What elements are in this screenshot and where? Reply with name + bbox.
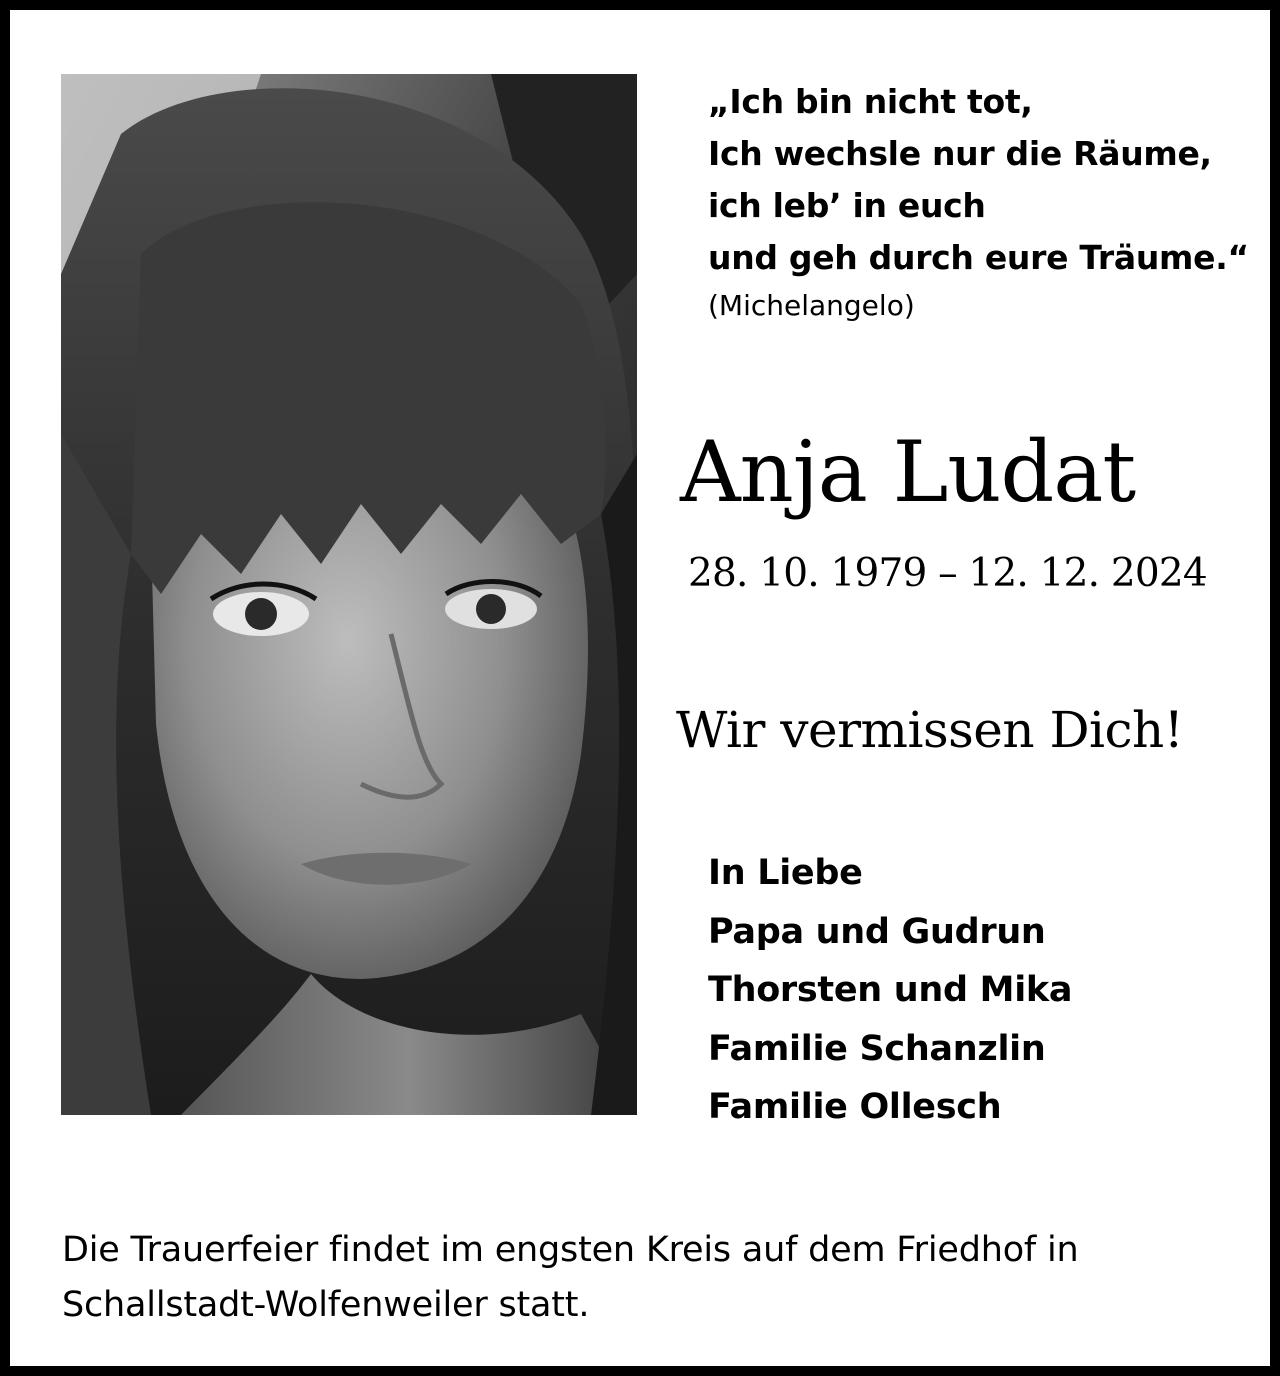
mourner-line: Familie Schanzlin (708, 1028, 1046, 1069)
mourner-line: Familie Ollesch (708, 1087, 1002, 1127)
mourner-line: Papa und Gudrun (708, 911, 1046, 952)
quote-line: Ich wechsle nur die Räume, (708, 134, 1212, 173)
mourners-list (708, 844, 1072, 1137)
portrait-photo (61, 74, 637, 1115)
mourner-line: In Liebe (708, 853, 863, 893)
funeral-notice: Die Trauerfeier findet im engsten Kreis auf dem Friedhof in Schallstadt-Wolfenweiler statt. (62, 1230, 1079, 1325)
portrait-illustration (61, 74, 637, 1115)
quote-author: (Michelangelo) (708, 289, 915, 322)
life-dates: 28. 10. 1979 – 12. 12. 2024 (688, 551, 1207, 596)
quote-block (708, 76, 1249, 328)
mourner-line: Thorsten und Mika (708, 970, 1073, 1010)
deceased-name: Anja Ludat (680, 423, 1136, 521)
quote-line: „Ich bin nicht tot, (708, 82, 1033, 121)
quote-line: und geh durch eure Träume.“ (708, 238, 1249, 277)
farewell-message: Wir vermissen Dich! (676, 701, 1184, 759)
quote-line: ich leb’ in euch (708, 186, 986, 225)
